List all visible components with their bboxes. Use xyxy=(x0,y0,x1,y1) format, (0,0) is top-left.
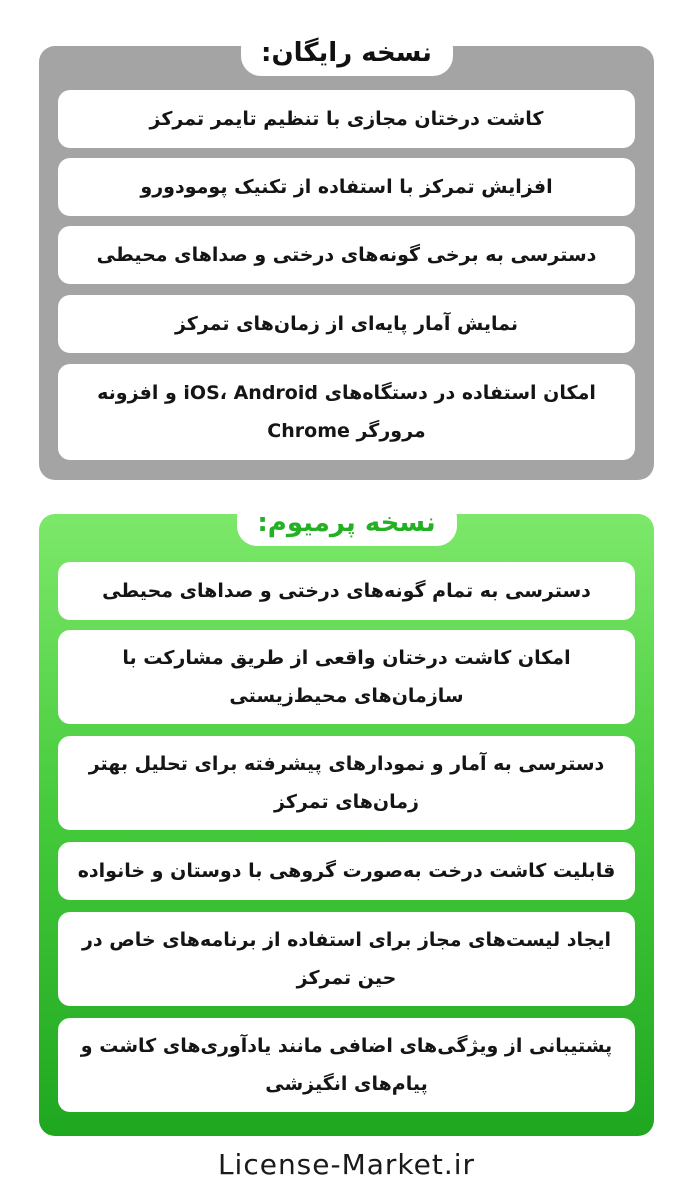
premium-feature-item: ایجاد لیست‌های مجاز برای استفاده از برنامه‌های خاص در حین تمرکز xyxy=(58,912,635,1006)
premium-version-title: نسخه پرمیوم: xyxy=(237,498,457,546)
premium-feature-item: قابلیت کاشت درخت به‌صورت گروهی با دوستان و خانواده xyxy=(58,842,635,900)
premium-feature-item: دسترسی به تمام گونه‌های درختی و صداهای محیطی xyxy=(58,562,635,620)
free-feature-item: کاشت درختان مجازی با تنظیم تایمر تمرکز xyxy=(58,90,635,148)
premium-feature-item: امکان کاشت درختان واقعی از طریق مشارکت با سازمان‌های محیط‌زیستی xyxy=(58,630,635,724)
site-watermark: License-Market.ir xyxy=(217,1148,476,1181)
free-feature-item: افزایش تمرکز با استفاده از تکنیک پومودورو xyxy=(58,158,635,216)
premium-feature-item: پشتیبانی از ویژگی‌های اضافی مانند یادآوری‌های کاشت و پیام‌های انگیزشی xyxy=(58,1018,635,1112)
free-version-panel xyxy=(39,38,654,480)
free-version-title: نسخه رایگان: xyxy=(241,28,453,76)
free-feature-item: نمایش آمار پایه‌ای از زمان‌های تمرکز xyxy=(58,295,635,353)
free-feature-item: دسترسی به برخی گونه‌های درختی و صداهای محیطی xyxy=(58,226,635,284)
premium-feature-item: دسترسی به آمار و نمودارهای پیشرفته برای تحلیل بهتر زمان‌های تمرکز xyxy=(58,736,635,830)
premium-version-panel xyxy=(39,508,654,1136)
free-feature-item: امکان استفاده در دستگاه‌های iOS، Android و افزونه مرورگر Chrome xyxy=(58,364,635,460)
